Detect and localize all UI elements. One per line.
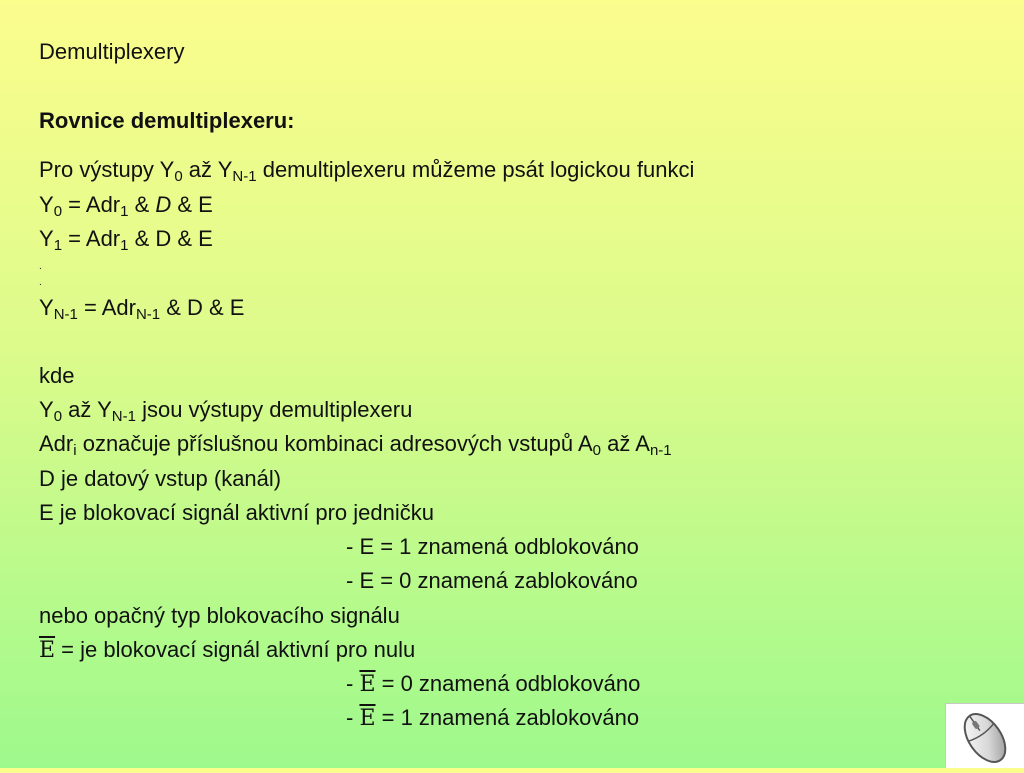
equation-y0: $Y_0 = Adr_1$ & D & E [39,192,213,220]
slide-content [39,0,1024,768]
equation-y1: $Y_1 = Adr_1$ & D & E [39,226,213,254]
alternative-enable-line: nebo opačný typ blokovacího signálu [39,603,400,628]
definition-outputs: $Y_0$ až $Y_{N-1}$ jsou výstupy demultiplexeru [39,397,413,425]
ellipsis-dot: . [39,277,42,288]
ellipsis-dot: . [39,261,42,272]
definition-data-input: D je datový vstup (kanál) [39,466,282,491]
e-negated-symbol: $\overline{E}$ [359,672,376,697]
slide-title: Demultiplexery [39,39,185,64]
negated-enable-definition: $\overline{E}$ = je blokovací signál aktivní pro nulu [39,637,416,663]
definition-enable: E je blokovací signál aktivní pro jedničku [39,500,434,525]
e-negated-symbol: $\overline{E}$ [39,638,56,663]
enable-zero-meaning: - E = 0 znamená zablokováno [346,568,638,593]
negated-zero-meaning: - $\overline{E} = 0$ znamená odblokováno [346,671,641,697]
enable-one-meaning: - E = 1 znamená odblokováno [346,534,639,559]
kde-label: kde [39,363,75,388]
intro-line: Pro výstupy $Y_0$ až $Y_{N-1}$ demultiplexeru můžeme psát logickou funkci [39,157,695,185]
definition-address: Adr$_i$ označuje příslušnou kombinaci adresových vstupů $A_0$ až $A_{n-1}$ [39,431,672,459]
equation-yn: $Y_{N-1} = Adr_{N-1}$ & D & E [39,295,245,323]
computer-mouse-icon[interactable] [945,703,1024,768]
negated-one-meaning: - $\overline{E} = 1$ znamená zablokováno [346,705,640,731]
e-negated-symbol: $\overline{E}$ [359,706,376,731]
equations-heading: Rovnice demultiplexeru: [39,108,295,133]
